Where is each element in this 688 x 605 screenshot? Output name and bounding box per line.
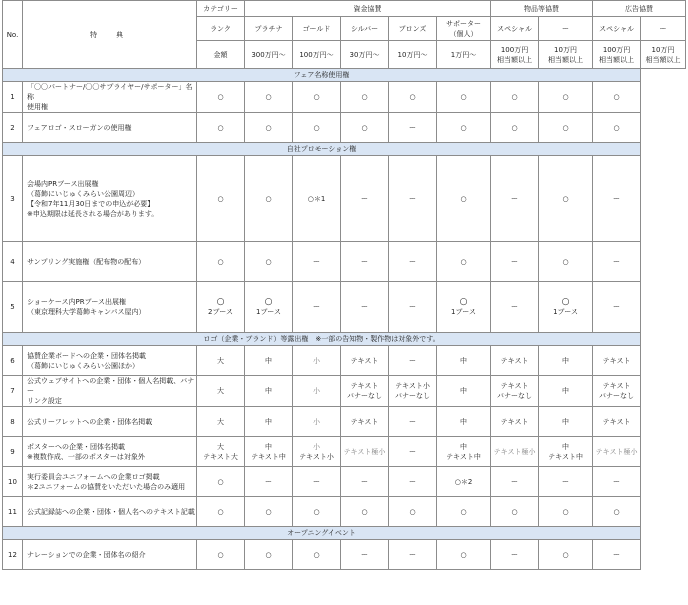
cell-line: 大 (217, 442, 224, 451)
amount-silver: 30万円～ (341, 41, 389, 69)
cell: ー (389, 467, 437, 497)
row-item (23, 346, 197, 376)
cell: ○ (539, 242, 593, 282)
table-row (3, 282, 686, 333)
header-category-goods: 物品等協賛 (491, 1, 593, 17)
cell-mark: ○ (561, 297, 570, 307)
cell: ○ (293, 82, 341, 113)
cell-mark: ○ (216, 297, 225, 307)
cell: ○ (491, 82, 539, 113)
row-item (23, 437, 197, 467)
cell-line: テキスト中 (446, 452, 481, 461)
rank-platinum: プラチナ (245, 17, 293, 41)
table-row (3, 437, 686, 467)
amount-ad-special (593, 41, 641, 69)
cell-line: バナーなし (347, 392, 382, 400)
row-no: 2 (3, 113, 23, 143)
item-line: 【令和7年11月30日までの申込が必要】 (27, 199, 155, 208)
cell: ○ (389, 497, 437, 527)
item-line: 協賛企業ボードへの企業・団体名掲載 (27, 351, 146, 360)
cell: ○＊1 (293, 156, 341, 242)
item-line: リンク設定 (27, 397, 62, 405)
cell: ー (245, 467, 293, 497)
cell-note: 1ブース (256, 308, 281, 316)
cell: ○ (539, 156, 593, 242)
cell: ○＊2 (437, 467, 491, 497)
cell: ー (491, 242, 539, 282)
rank-bronze: ブロンズ (389, 17, 437, 41)
cell (197, 437, 245, 467)
amount-text: 10万円 (651, 45, 675, 54)
item-line: ※申込期限は延長される場合があります。 (27, 209, 159, 218)
rank-ad-other: ー (641, 17, 686, 41)
row-no: 7 (3, 376, 23, 407)
cell-line: テキスト中 (548, 452, 583, 461)
cell: ○ (245, 156, 293, 242)
cell: 小 (293, 346, 341, 376)
cell: ○ (437, 497, 491, 527)
cell: ー (389, 113, 437, 143)
cell: ○ (389, 82, 437, 113)
cell: ○ (197, 497, 245, 527)
cell (539, 282, 593, 333)
cell: ○ (491, 497, 539, 527)
amount-ad-other (641, 41, 686, 69)
cell: ○ (437, 156, 491, 242)
cell: ○ (539, 113, 593, 143)
header-category-ad: 広告協賛 (593, 1, 686, 17)
cell: ー (389, 407, 437, 437)
cell (293, 437, 341, 467)
cell: ー (293, 282, 341, 333)
cell: ○ (197, 242, 245, 282)
cell-mark: ○ (264, 297, 273, 307)
cell: ー (593, 282, 641, 333)
cell: 大 (197, 346, 245, 376)
amount-platinum: 300万円～ (245, 41, 293, 69)
cell: ー (341, 156, 389, 242)
row-item (23, 156, 197, 242)
section-title: ロゴ（企業・ブランド）等露出権 ※一部の告知物・製作物は対象外です。 (3, 333, 641, 346)
table-row (3, 467, 686, 497)
cell-note: 2ブース (208, 308, 233, 316)
item-line: 実行委員会ユニフォームへの企業ロゴ掲載 (27, 472, 160, 481)
cell: ○ (539, 540, 593, 570)
row-item (23, 467, 197, 497)
cell: ○ (437, 540, 491, 570)
row-no: 9 (3, 437, 23, 467)
item-line: フェアロゴ・スローガンの使用権 (27, 123, 132, 132)
row-item (23, 497, 197, 527)
table-row (3, 407, 686, 437)
benefits-grid (2, 0, 686, 570)
cell-line: 小 (313, 442, 320, 451)
cell: 中 (539, 376, 593, 407)
header-no: No. (3, 1, 23, 69)
cell: ○ (293, 540, 341, 570)
item-line: （東京理科大学葛飾キャンパス屋内） (27, 308, 146, 316)
cell (539, 437, 593, 467)
cell: ー (491, 282, 539, 333)
row-item (23, 113, 197, 143)
cell: テキスト極小 (593, 437, 641, 467)
cell (593, 376, 641, 407)
cell: ー (491, 156, 539, 242)
row-no: 4 (3, 242, 23, 282)
amount-goods-other (539, 41, 593, 69)
cell-line: テキスト大 (203, 452, 238, 461)
cell-mark: ○ (459, 297, 468, 307)
cell: ー (293, 242, 341, 282)
cell: 中 (437, 346, 491, 376)
cell: 中 (245, 407, 293, 437)
row-no: 11 (3, 497, 23, 527)
cell: ○ (341, 82, 389, 113)
amount-text: 100万円 (500, 45, 529, 54)
cell: ー (293, 467, 341, 497)
item-line: （葛飾にいじゅくみらい公園ほか） (27, 361, 139, 370)
cell: ー (389, 437, 437, 467)
cell: テキスト極小 (341, 437, 389, 467)
amount-text: 相当額以上 (548, 55, 584, 64)
cell: ー (593, 540, 641, 570)
table-row (3, 156, 686, 242)
item-line: 使用権 (27, 103, 48, 111)
header-category-fund: 資金協賛 (245, 1, 491, 17)
cell: 小 (293, 376, 341, 407)
cell: テキスト極小 (491, 437, 539, 467)
amount-text: 相当額以上 (645, 55, 681, 64)
cell (197, 282, 245, 333)
amount-text: 相当額以上 (497, 55, 533, 64)
cell-line: テキスト (350, 382, 379, 390)
cell: ○ (293, 113, 341, 143)
row-no: 5 (3, 282, 23, 333)
rank-gold: ゴールド (293, 17, 341, 41)
cell: 中 (245, 376, 293, 407)
header-tokuten: 特 典 (23, 1, 197, 69)
rank-ad-special: スペシャル (593, 17, 641, 41)
cell: ○ (197, 82, 245, 113)
cell: ー (389, 346, 437, 376)
cell: ○ (437, 82, 491, 113)
cell (437, 437, 491, 467)
cell (491, 376, 539, 407)
cell: ○ (245, 497, 293, 527)
cell-line: テキスト中 (251, 452, 286, 461)
item-line: ポスターへの企業・団体名掲載 (27, 442, 125, 451)
table-row (3, 242, 686, 282)
cell: ○ (437, 242, 491, 282)
item-line: 公式リーフレットへの企業・団体名掲載 (27, 417, 153, 426)
cell-line: 中 (460, 442, 467, 451)
cell: ー (491, 467, 539, 497)
cell-line: テキスト (602, 382, 631, 390)
cell (437, 282, 491, 333)
item-line: ショーケース内PRブース出展権 (27, 298, 127, 306)
table-row (3, 82, 686, 113)
cell: ー (389, 540, 437, 570)
cell: テキスト (491, 407, 539, 437)
cell: 中 (539, 346, 593, 376)
cell: 大 (197, 376, 245, 407)
amount-gold: 100万円～ (293, 41, 341, 69)
item-line: ※複数作成、一部のポスターは対象外 (27, 452, 145, 461)
cell (245, 437, 293, 467)
row-no: 12 (3, 540, 23, 570)
sponsorship-benefits-table (2, 0, 686, 570)
cell: ○ (491, 113, 539, 143)
cell-line: バナーなし (395, 392, 430, 400)
cell (389, 376, 437, 407)
table-row (3, 113, 686, 143)
amount-text: 10万円 (554, 45, 577, 54)
amount-goods-special (491, 41, 539, 69)
rank-silver: シルバー (341, 17, 389, 41)
table-row (3, 346, 686, 376)
cell: ○ (539, 497, 593, 527)
cell: 中 (539, 407, 593, 437)
section-title: 自社プロモーション権 (3, 143, 641, 156)
cell: ○ (245, 113, 293, 143)
cell: ○ (197, 540, 245, 570)
cell: ー (593, 467, 641, 497)
cell: ○ (245, 82, 293, 113)
table-row (3, 540, 686, 570)
cell-line: 中 (562, 442, 570, 451)
cell: 小 (293, 407, 341, 437)
item-line: 「〇〇パートナー/〇〇サプライヤー/サポーター」名称 (27, 83, 193, 101)
rank-goods-special: スペシャル (491, 17, 539, 41)
header-category-label: カテゴリー (197, 1, 245, 17)
cell: ー (341, 282, 389, 333)
cell-line: 中 (265, 442, 272, 451)
row-no: 10 (3, 467, 23, 497)
cell: ○ (437, 113, 491, 143)
item-line: ＊2ユニフォームの協賛をいただいた場合のみ適用 (27, 482, 186, 491)
rank-supporter-note: （個人） (449, 29, 478, 38)
amount-bronze: 10万円～ (389, 41, 437, 69)
cell-note: 1ブース (553, 308, 578, 316)
section-title: オープニングイベント (3, 527, 641, 540)
cell: ○ (245, 242, 293, 282)
rank-supporter-name: サポーター (446, 19, 481, 28)
item-line: ナレーションでの企業・団体名の紹介 (27, 550, 146, 559)
cell: ○ (341, 497, 389, 527)
item-line: サンプリング実施権（配布物の配布） (27, 257, 146, 266)
row-item (23, 540, 197, 570)
cell (341, 376, 389, 407)
rank-goods-other: ー (539, 17, 593, 41)
cell: ー (341, 242, 389, 282)
row-no: 3 (3, 156, 23, 242)
amount-text: 相当額以上 (599, 55, 635, 64)
amount-text: 100万円 (602, 45, 631, 54)
cell: ○ (245, 540, 293, 570)
cell: ー (491, 540, 539, 570)
cell: ー (389, 156, 437, 242)
cell: ○ (341, 113, 389, 143)
cell-line: バナーなし (599, 392, 635, 400)
cell: 中 (437, 407, 491, 437)
cell: テキスト (593, 346, 641, 376)
cell: ー (389, 282, 437, 333)
row-item (23, 82, 197, 113)
cell: ー (593, 156, 641, 242)
cell: ー (341, 467, 389, 497)
header-amount-label: 金額 (197, 41, 245, 69)
row-no: 8 (3, 407, 23, 437)
cell: ー (389, 242, 437, 282)
item-line: 公式記録誌への企業・団体・個人名へのテキスト記載 (27, 507, 195, 516)
cell-line: テキスト小 (395, 382, 430, 390)
row-no: 6 (3, 346, 23, 376)
row-item (23, 242, 197, 282)
section-title: フェア名称使用権 (3, 69, 641, 82)
cell: ○ (593, 113, 641, 143)
cell: ○ (293, 497, 341, 527)
rank-supporter (437, 17, 491, 41)
cell: テキスト (341, 407, 389, 437)
cell: ○ (593, 497, 641, 527)
cell: 大 (197, 407, 245, 437)
item-line: （葛飾にいじゅくみらい公園周辺） (27, 189, 139, 198)
row-item (23, 282, 197, 333)
cell: テキスト (593, 407, 641, 437)
cell: ○ (539, 82, 593, 113)
cell: ○ (197, 113, 245, 143)
cell: ー (593, 242, 641, 282)
cell: ○ (197, 156, 245, 242)
row-no: 1 (3, 82, 23, 113)
cell: テキスト (341, 346, 389, 376)
cell-note: 1ブース (451, 308, 476, 316)
cell: ○ (593, 82, 641, 113)
table-row (3, 376, 686, 407)
row-item (23, 376, 197, 407)
cell: ー (539, 467, 593, 497)
amount-supporter: 1万円～ (437, 41, 491, 69)
cell: ー (341, 540, 389, 570)
header-rank-label: ランク (197, 17, 245, 41)
cell-line: テキスト小 (299, 452, 334, 461)
item-line: 会場内PRブース出展権 (27, 179, 99, 188)
cell-line: テキスト (500, 382, 529, 390)
row-item (23, 407, 197, 437)
item-line: 公式ウェブサイトへの企業・団体・個人名掲載、バナー (27, 377, 195, 395)
cell (245, 282, 293, 333)
cell: テキスト (491, 346, 539, 376)
cell: 中 (437, 376, 491, 407)
cell-line: バナーなし (497, 392, 533, 400)
table-row (3, 497, 686, 527)
cell: ○ (197, 467, 245, 497)
cell: 中 (245, 346, 293, 376)
